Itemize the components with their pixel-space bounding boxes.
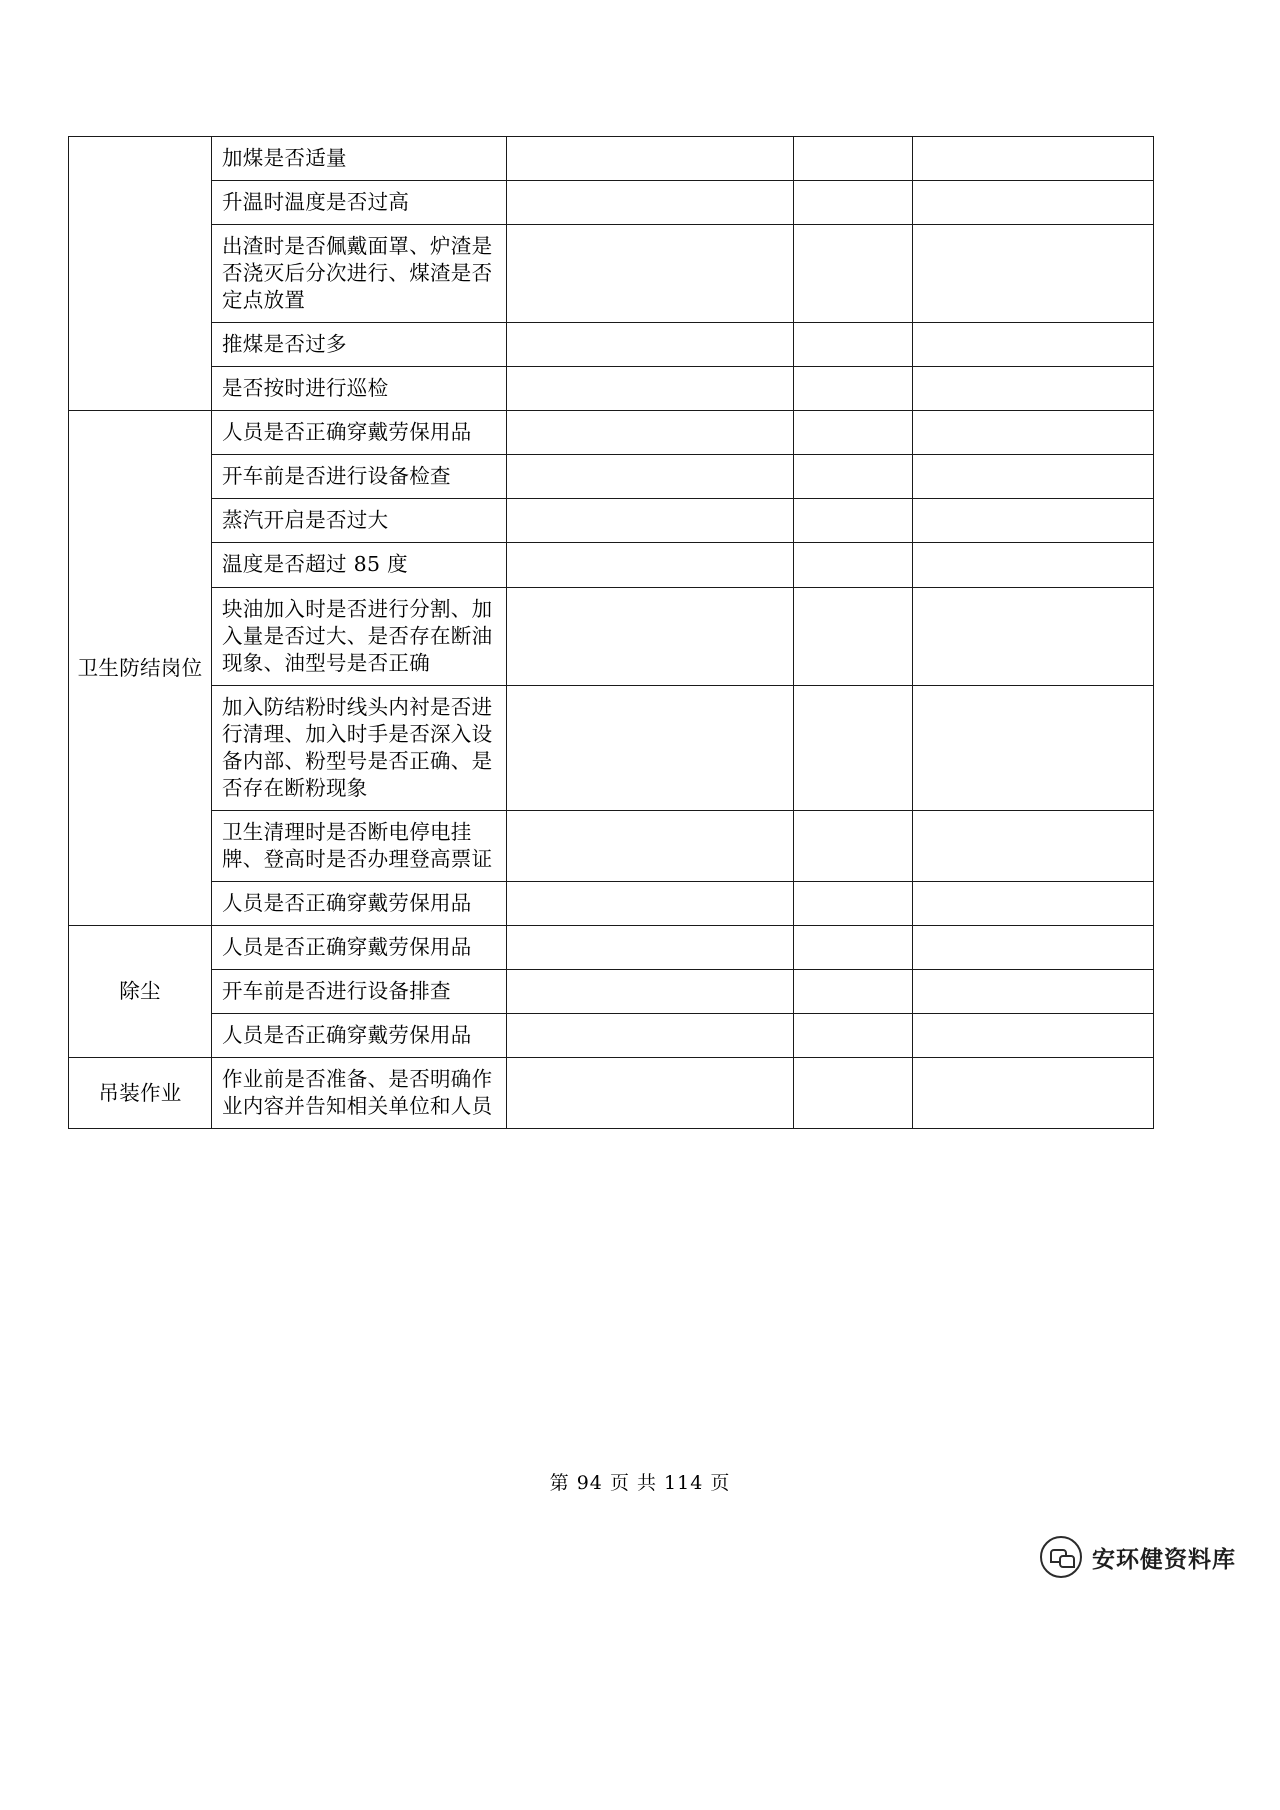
item-cell [212, 1014, 507, 1058]
item-text: 人员是否正确穿戴劳保用品 [222, 420, 472, 445]
item-cell [212, 499, 507, 543]
table-row [69, 970, 1154, 1014]
item-text: 出渣时是否佩戴面罩、炉渣是否浇灭后分次进行、煤渣是否定点放置 [222, 234, 493, 313]
blank-cell-1[interactable] [507, 925, 794, 969]
blank-cell-3[interactable] [913, 587, 1154, 685]
item-cell [212, 367, 507, 411]
item-text: 块油加入时是否进行分割、加入量是否过大、是否存在断油现象、油型号是否正确 [222, 596, 493, 675]
blank-cell-3[interactable] [913, 499, 1154, 543]
item-text: 加煤是否适量 [222, 146, 347, 170]
table-row [69, 499, 1154, 543]
item-text: 人员是否正确穿戴劳保用品 [222, 1023, 472, 1048]
blank-cell-2[interactable] [794, 499, 913, 543]
wechat-icon [1040, 1536, 1082, 1578]
blank-cell-3[interactable] [913, 970, 1154, 1014]
table-row [69, 323, 1154, 367]
blank-cell-2[interactable] [794, 225, 913, 323]
blank-cell-3[interactable] [913, 323, 1154, 367]
blank-cell-1[interactable] [507, 881, 794, 925]
item-text: 加入防结粉时线头内衬是否进行清理、加入时手是否深入设备内部、粉型号是否正确、是否存在断粉现象 [222, 694, 493, 800]
blank-cell-3[interactable] [913, 925, 1154, 969]
table-row [69, 455, 1154, 499]
item-text: 升温时温度是否过高 [222, 190, 410, 215]
item-cell [212, 587, 507, 685]
blank-cell-1[interactable] [507, 499, 794, 543]
table-row [69, 543, 1154, 587]
group-cell [69, 1058, 212, 1129]
table-row [69, 411, 1154, 455]
blank-cell-3[interactable] [913, 543, 1154, 587]
group-label: 卫生防结岗位 [77, 655, 203, 680]
item-text: 是否按时进行巡检 [222, 376, 389, 401]
item-cell [212, 881, 507, 925]
item-text: 卫生清理时是否断电停电挂牌、登高时是否办理登高票证 [222, 819, 493, 871]
blank-cell-1[interactable] [507, 455, 794, 499]
blank-cell-3[interactable] [913, 411, 1154, 455]
table-row [69, 367, 1154, 411]
blank-cell-2[interactable] [794, 810, 913, 881]
footer-suffix: 页 [710, 1472, 731, 1494]
blank-cell-3[interactable] [913, 810, 1154, 881]
blank-cell-2[interactable] [794, 455, 913, 499]
table-body [69, 137, 1154, 1129]
table-row [69, 225, 1154, 323]
inspection-checklist-table [68, 136, 1154, 1129]
item-text: 开车前是否进行设备检查 [222, 464, 451, 489]
table-row [69, 685, 1154, 810]
footer-prefix: 第 [549, 1472, 570, 1494]
footer-page-number: 94 [576, 1472, 603, 1494]
blank-cell-1[interactable] [507, 970, 794, 1014]
blank-cell-1[interactable] [507, 367, 794, 411]
blank-cell-2[interactable] [794, 137, 913, 181]
blank-cell-3[interactable] [913, 137, 1154, 181]
blank-cell-3[interactable] [913, 1058, 1154, 1129]
group-cell [69, 925, 212, 1057]
item-cell [212, 685, 507, 810]
blank-cell-2[interactable] [794, 685, 913, 810]
blank-cell-2[interactable] [794, 411, 913, 455]
item-cell [212, 137, 507, 181]
blank-cell-2[interactable] [794, 587, 913, 685]
table-row [69, 1014, 1154, 1058]
blank-cell-1[interactable] [507, 225, 794, 323]
blank-cell-2[interactable] [794, 323, 913, 367]
item-cell [212, 543, 507, 587]
blank-cell-3[interactable] [913, 225, 1154, 323]
blank-cell-1[interactable] [507, 810, 794, 881]
blank-cell-1[interactable] [507, 323, 794, 367]
blank-cell-1[interactable] [507, 1058, 794, 1129]
table-row [69, 881, 1154, 925]
item-text: 推煤是否过多 [222, 332, 347, 357]
group-cell [69, 411, 212, 926]
blank-cell-3[interactable] [913, 367, 1154, 411]
blank-cell-1[interactable] [507, 543, 794, 587]
watermark [1040, 1536, 1236, 1578]
blank-cell-2[interactable] [794, 1058, 913, 1129]
blank-cell-3[interactable] [913, 455, 1154, 499]
blank-cell-1[interactable] [507, 411, 794, 455]
item-cell [212, 225, 507, 323]
blank-cell-1[interactable] [507, 685, 794, 810]
page-footer [0, 1468, 1280, 1495]
group-label: 吊装作业 [98, 1080, 182, 1105]
blank-cell-2[interactable] [794, 881, 913, 925]
watermark-label: 安环健资料库 [1092, 1546, 1236, 1573]
footer-middle: 页 共 [609, 1472, 657, 1494]
item-cell [212, 411, 507, 455]
blank-cell-2[interactable] [794, 543, 913, 587]
blank-cell-3[interactable] [913, 181, 1154, 225]
item-text: 温度是否超过 85 度 [222, 552, 408, 577]
group-label: 除尘 [119, 979, 161, 1004]
blank-cell-2[interactable] [794, 925, 913, 969]
footer-total-pages: 114 [664, 1472, 704, 1494]
item-cell [212, 925, 507, 969]
item-cell [212, 181, 507, 225]
item-text: 人员是否正确穿戴劳保用品 [222, 934, 472, 959]
item-cell [212, 455, 507, 499]
blank-cell-1[interactable] [507, 587, 794, 685]
blank-cell-3[interactable] [913, 685, 1154, 810]
table-row [69, 137, 1154, 181]
blank-cell-1[interactable] [507, 181, 794, 225]
table-row [69, 1058, 1154, 1129]
blank-cell-1[interactable] [507, 1014, 794, 1058]
blank-cell-3[interactable] [913, 1014, 1154, 1058]
item-cell [212, 323, 507, 367]
blank-cell-3[interactable] [913, 881, 1154, 925]
table-row [69, 181, 1154, 225]
table-row [69, 925, 1154, 969]
item-text: 作业前是否准备、是否明确作业内容并告知相关单位和人员 [222, 1067, 493, 1119]
blank-cell-2[interactable] [794, 1014, 913, 1058]
table-row [69, 810, 1154, 881]
table-row [69, 587, 1154, 685]
blank-cell-1[interactable] [507, 137, 794, 181]
blank-cell-2[interactable] [794, 181, 913, 225]
blank-cell-2[interactable] [794, 367, 913, 411]
item-cell [212, 970, 507, 1014]
item-cell [212, 1058, 507, 1129]
group-cell [69, 137, 212, 411]
item-text: 开车前是否进行设备排查 [222, 979, 451, 1004]
item-text: 人员是否正确穿戴劳保用品 [222, 890, 472, 915]
item-text: 蒸汽开启是否过大 [222, 508, 389, 533]
blank-cell-2[interactable] [794, 970, 913, 1014]
item-cell [212, 810, 507, 881]
